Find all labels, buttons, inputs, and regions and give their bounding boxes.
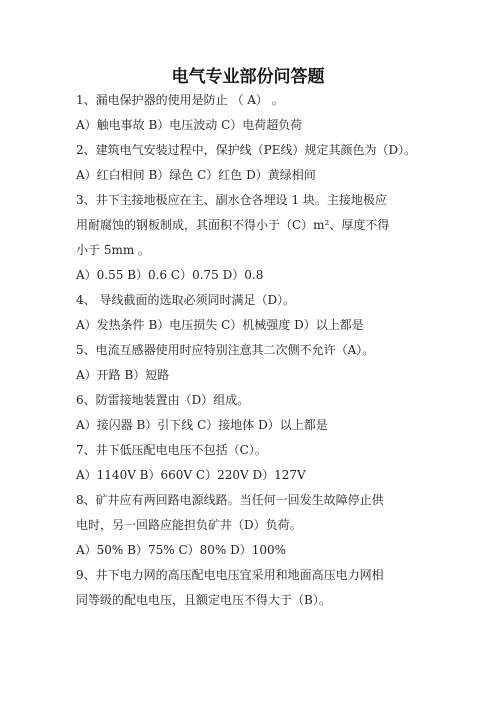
- answer-options-2: A）红白相间 B）绿色 C）红色 D）黄绿相间: [76, 168, 316, 182]
- question-2: 2、建筑电气安装过程中，保护线（PE线）规定其颜色为（D）。: [76, 143, 417, 157]
- question-9-line-1: 9、井下电力网的高压配电电压宜采用和地面高压电力网相: [76, 568, 384, 582]
- question-3-line-3: 小于 5mm 。: [76, 243, 151, 257]
- question-9-line-2: 同等级的配电电压，且额定电压不得大于（B）。: [76, 593, 331, 607]
- question-3-line-1: 3、井下主接地极应在主、副水仓各埋设 1 块。主接地极应: [76, 193, 387, 207]
- question-8-line-1: 8、矿井应有两回路电源线路。当任何一回发生故障停止供: [76, 493, 384, 507]
- answer-options-6: A）接闪器 B）引下线 C）接地体 D）以上都是: [76, 418, 328, 432]
- answer-options-5: A）开路 B）短路: [76, 368, 170, 382]
- answer-options-3: A）0.55 B）0.6 C）0.75 D）0.8: [76, 268, 264, 282]
- question-6: 6、防雷接地装置由（D）组成。: [76, 393, 250, 407]
- answer-options-1: A）触电事故 B）电压波动 C）电荷超负荷: [76, 118, 303, 132]
- question-7: 7、井下低压配电电压不包括（C）。: [76, 443, 267, 457]
- question-1: 1、漏电保护器的使用是防止 （ A） 。: [76, 93, 284, 107]
- question-8-line-2: 电时，另一回路应能担负矿井（D）负荷。: [76, 518, 302, 532]
- question-4: 4、 导线截面的选取必须同时满足（D）。: [76, 293, 296, 307]
- question-5: 5、电流互感器使用时应特别注意其二次侧不允许（A）。: [76, 343, 375, 357]
- page-title: 电气专业部份问答题: [171, 67, 325, 87]
- question-3-line-2: 用耐腐蚀的钢板制成，其面积不得小于（C）m²、厚度不得: [76, 218, 390, 232]
- answer-options-7: A）1140V B）660V C）220V D）127V: [76, 468, 306, 482]
- answer-options-8: A）50% B）75% C）80% D）100%: [76, 543, 287, 557]
- answer-options-4: A）发热条件 B）电压损失 C）机械强度 D）以上都是: [76, 318, 364, 332]
